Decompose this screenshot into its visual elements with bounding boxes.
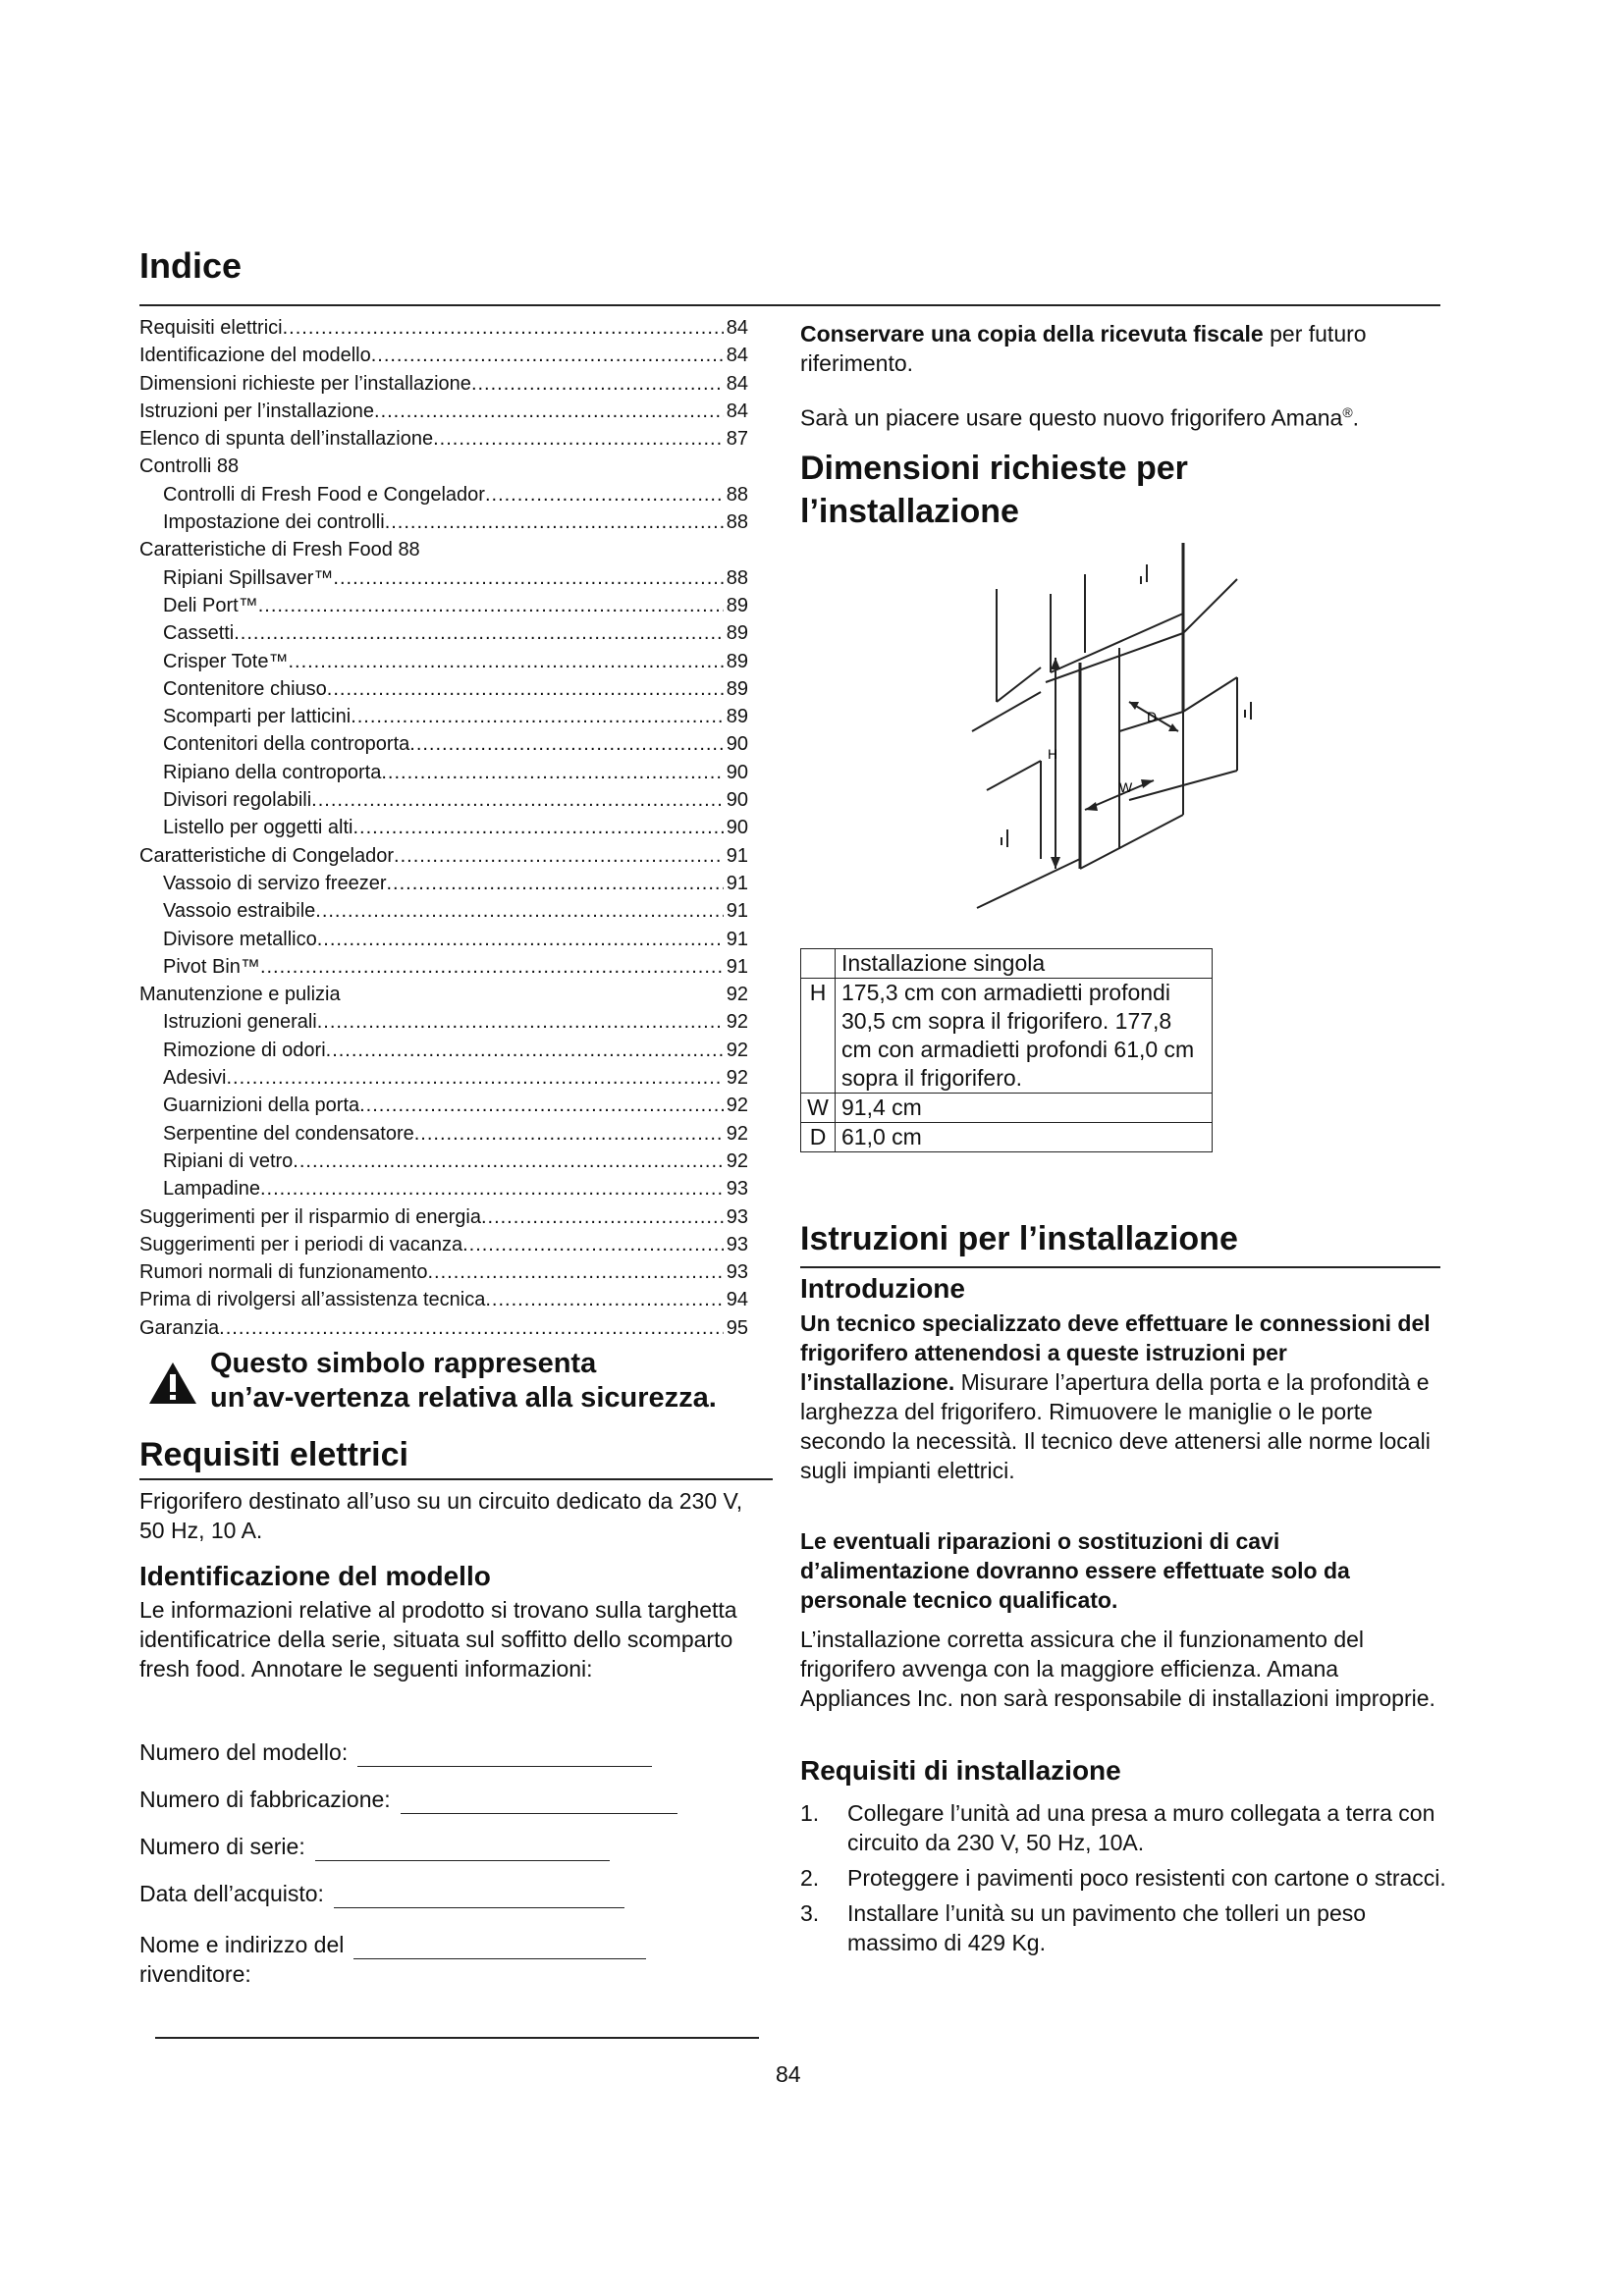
- toc-entry: [139, 953, 748, 981]
- toc-entry: [139, 786, 748, 814]
- toc-leader-dots: [462, 1231, 724, 1258]
- toc-entry-page: 92: [726, 1039, 748, 1061]
- toc-entry-page: 93: [726, 1178, 748, 1201]
- toc-entry-page: 89: [726, 650, 748, 672]
- toc-entry-title: Caratteristiche di Congelador: [139, 844, 395, 867]
- pleasure-text-body: Sarà un piacere usare questo nuovo frigorifero Amana: [800, 404, 1343, 431]
- toc-entry-title: Deli Port™: [163, 594, 258, 616]
- toc-leader-dots: [341, 981, 724, 1008]
- toc-entry-page: 95: [726, 1316, 748, 1339]
- correct-installation-text: L’installazione corretta assicura che il funzionamento del frigorifero avvenga con la maggiore efficienza. Amana Appliances Inc. non sarà responsabile di installazioni improprie.: [800, 1627, 1435, 1711]
- toc-entry-title: Prima di rivolgersi all’assistenza tecnica: [139, 1289, 486, 1311]
- table-row: [801, 1094, 1213, 1123]
- warning-line-2: un’av-vertenza relativa alla sicurezza.: [210, 1382, 717, 1414]
- toc-entry-page: 92: [726, 1122, 748, 1145]
- warning-triangle-icon: [147, 1361, 198, 1406]
- toc-leader-dots: [381, 759, 723, 786]
- toc-entry-title: Lampadine: [163, 1178, 260, 1201]
- toc-entry-page: 88: [726, 483, 748, 506]
- toc-entry: [139, 926, 748, 953]
- step-text: Collegare l’unità ad una presa a muro collegata a terra con circuito da 230 V, 50 Hz, 10A.: [847, 1800, 1435, 1855]
- list-item: [800, 1798, 1448, 1857]
- serial-number-line[interactable]: [315, 1839, 610, 1861]
- requirements-title: Requisiti di installazione: [800, 1755, 1121, 1786]
- toc-leader-dots: [359, 1092, 724, 1119]
- toc-entry-page: 84: [726, 345, 748, 367]
- toc-entry-page: 91: [726, 872, 748, 894]
- electrical-divider: [139, 1478, 773, 1480]
- toc-leader-dots: [260, 1175, 724, 1202]
- receipt-bold: Conservare una copia della ricevuta fiscale: [800, 321, 1264, 347]
- toc-entry-page: 91: [726, 844, 748, 867]
- pleasure-period: .: [1352, 404, 1360, 431]
- toc-entry-title: Scomparti per latticini: [163, 706, 352, 728]
- toc-leader-dots: [327, 675, 724, 703]
- serial-number-field[interactable]: [139, 1832, 610, 1861]
- toc-entry-title: Garanzia: [139, 1316, 220, 1339]
- toc-entry-title: Vassoio estraibile: [163, 900, 316, 923]
- toc-entry-page: 93: [726, 1261, 748, 1284]
- toc-entry: [139, 648, 748, 675]
- toc-leader-dots: [409, 730, 723, 758]
- toc-entry: [139, 425, 748, 453]
- table-of-contents: [139, 314, 748, 1342]
- toc-leader-dots: [352, 814, 723, 841]
- manufacturing-number-line[interactable]: [401, 1791, 677, 1814]
- toc-entry-title: Istruzioni generali: [163, 1011, 317, 1034]
- toc-leader-dots: [387, 870, 724, 897]
- purchase-date-label: Data dell’acquisto:: [139, 1881, 324, 1906]
- toc-entry-page: 89: [726, 594, 748, 616]
- table-value: 61,0 cm: [836, 1123, 1213, 1152]
- toc-entry: [139, 842, 748, 870]
- toc-entry-title: Adesivi: [163, 1067, 227, 1090]
- toc-entry-page: 89: [726, 677, 748, 700]
- toc-entry: [139, 536, 748, 563]
- model-id-text: Le informazioni relative al prodotto si trovano sulla targhetta identificatrice della serie, situata sul soffitto dello scomparto fresh food. Annotare le seguenti informazioni:: [139, 1597, 737, 1682]
- toc-entry-title: Dimensioni richieste per l’installazione: [139, 372, 471, 395]
- toc-entry: [139, 703, 748, 730]
- registered-mark: ®: [1342, 404, 1353, 420]
- toc-entry: [139, 453, 748, 480]
- table-row: [801, 1123, 1213, 1152]
- toc-leader-dots: [234, 619, 724, 647]
- toc-leader-dots: [258, 592, 724, 619]
- toc-entry-page: 92: [726, 1011, 748, 1034]
- table-header-empty: [801, 949, 836, 979]
- dimensions-title-line1: Dimensioni richieste per: [800, 450, 1188, 487]
- intro-rest: Misurare l’apertura della porta e la profondità e larghezza del frigorifero. Rimuovere le maniglie o le porte secondo la necessità. Il tecnico deve attenersi alle norme locali sugli impianti elettrici.: [800, 1369, 1431, 1483]
- model-number-field[interactable]: [139, 1737, 652, 1767]
- toc-leader-dots: [394, 842, 724, 870]
- dealer-field[interactable]: [139, 1930, 646, 1959]
- safety-warning: [147, 1347, 776, 1415]
- intro-text: [800, 1308, 1438, 1485]
- toc-entry-page: 90: [726, 761, 748, 783]
- table-header: Installazione singola: [836, 949, 1213, 979]
- toc-entry-title: Identificazione del modello: [139, 345, 371, 367]
- list-item: [800, 1898, 1448, 1957]
- toc-entry-page: 92: [726, 1149, 748, 1172]
- toc-leader-dots: [288, 648, 723, 675]
- toc-entry-title: Crisper Tote™: [163, 650, 289, 672]
- electrical-title: Requisiti elettrici: [139, 1436, 408, 1473]
- dealer-label-line1: Nome e indirizzo del: [139, 1932, 345, 1957]
- list-item: [800, 1863, 1448, 1893]
- toc-leader-dots: [315, 897, 723, 925]
- dimensions-table: [800, 948, 1213, 1152]
- manufacturing-number-label: Numero di fabbricazione:: [139, 1787, 391, 1812]
- toc-entry-title: Pivot Bin™: [163, 955, 260, 978]
- toc-entry-title: Rimozione di odori: [163, 1039, 326, 1061]
- toc-leader-dots: [414, 1120, 724, 1148]
- toc-entry: [139, 814, 748, 841]
- toc-leader-dots: [351, 703, 724, 730]
- toc-entry-title: Ripiano della controporta: [163, 761, 382, 783]
- toc-entry: [139, 1175, 748, 1202]
- toc-leader-dots: [420, 536, 745, 563]
- toc-entry-title: Istruzioni per l’installazione: [139, 400, 375, 422]
- installation-steps: [800, 1798, 1448, 1963]
- toc-entry-page: 93: [726, 1233, 748, 1255]
- table-key: D: [801, 1123, 836, 1152]
- toc-entry-title: Controlli 88: [139, 455, 240, 478]
- toc-entry-page: 91: [726, 928, 748, 950]
- toc-entry-title: Requisiti elettrici: [139, 317, 283, 339]
- toc-entry-page: 84: [726, 372, 748, 395]
- toc-entry: [139, 1258, 748, 1286]
- table-value: 175,3 cm con armadietti profondi 30,5 cm sopra il frigorifero. 177,8 cm con armadietti profondi 61,0 cm sopra il frigorifero.: [836, 979, 1213, 1094]
- dealer-label-line2: rivenditore:: [139, 1961, 251, 1987]
- installation-title: Istruzioni per l’installazione: [800, 1220, 1238, 1257]
- purchase-date-line[interactable]: [334, 1886, 624, 1908]
- toc-leader-dots: [317, 1008, 724, 1036]
- toc-leader-dots: [385, 508, 724, 536]
- toc-entry-title: Cassetti: [163, 622, 235, 645]
- toc-entry-page: 91: [726, 900, 748, 923]
- toc-entry-page: 90: [726, 733, 748, 756]
- page-number: 84: [776, 2061, 801, 2087]
- toc-entry-title: Suggerimenti per il risparmio di energia: [139, 1205, 481, 1228]
- toc-leader-dots: [226, 1064, 723, 1092]
- pleasure-text: [800, 398, 1448, 433]
- toc-leader-dots: [293, 1148, 723, 1175]
- step-number: 1.: [800, 1800, 820, 1826]
- model-id-title: Identificazione del modello: [139, 1561, 491, 1591]
- toc-entry-page: 92: [726, 1095, 748, 1117]
- toc-entry-title: Impostazione dei controlli: [163, 511, 385, 534]
- toc-entry: [139, 508, 748, 536]
- toc-entry-page: 94: [726, 1289, 748, 1311]
- toc-entry: [139, 730, 748, 758]
- page-title: Indice: [139, 245, 243, 286]
- toc-entry-title: Suggerimenti per i periodi di vacanza: [139, 1233, 463, 1255]
- dimensions-title-line2: l’installazione: [800, 493, 1019, 530]
- toc-entry: [139, 1037, 748, 1064]
- toc-entry: [139, 675, 748, 703]
- toc-leader-dots: [239, 453, 745, 480]
- toc-entry-page: 89: [726, 622, 748, 645]
- manufacturing-number-field[interactable]: [139, 1785, 677, 1814]
- cables-warning: Le eventuali riparazioni o sostituzioni di cavi d’alimentazione dovranno essere effettuate solo da personale tecnico qualificato.: [800, 1528, 1350, 1613]
- toc-leader-dots: [371, 342, 724, 369]
- table-value: 91,4 cm: [836, 1094, 1213, 1123]
- toc-entry-page: 89: [726, 706, 748, 728]
- toc-entry-page: 88: [726, 511, 748, 534]
- toc-entry-title: Ripiani di vetro: [163, 1149, 294, 1172]
- toc-entry: [139, 870, 748, 897]
- diagram-label-w: W: [1119, 779, 1133, 795]
- toc-entry-page: 90: [726, 789, 748, 812]
- table-key: H: [801, 979, 836, 1094]
- toc-entry-title: Elenco di spunta dell’installazione: [139, 428, 434, 451]
- toc-entry: [139, 1231, 748, 1258]
- toc-entry: [139, 342, 748, 369]
- toc-entry-page: 87: [726, 428, 748, 451]
- receipt-text: [800, 319, 1438, 378]
- toc-entry: [139, 981, 748, 1008]
- toc-entry-page: 92: [726, 984, 748, 1006]
- intro-bold: Un tecnico specializzato deve effettuare le connessioni del frigorifero attenendosi a queste istruzioni per l’installazione.: [800, 1310, 1431, 1395]
- model-number-label: Numero del modello:: [139, 1739, 349, 1765]
- toc-entry-title: Manutenzione e pulizia: [139, 984, 341, 1006]
- installation-diagram: [943, 535, 1276, 918]
- toc-entry: [139, 370, 748, 398]
- model-number-line[interactable]: [357, 1744, 652, 1767]
- toc-entry: [139, 897, 748, 925]
- toc-leader-dots: [326, 1037, 724, 1064]
- purchase-date-field[interactable]: [139, 1879, 624, 1908]
- toc-entry: [139, 398, 748, 425]
- toc-entry-title: Vassoio di servizo freezer: [163, 872, 387, 894]
- dealer-line[interactable]: [353, 1937, 646, 1959]
- table-key: W: [801, 1094, 836, 1123]
- toc-entry: [139, 1008, 748, 1036]
- toc-entry-title: Contenitori della controporta: [163, 733, 410, 756]
- toc-leader-dots: [311, 786, 724, 814]
- toc-leader-dots: [433, 425, 724, 453]
- toc-leader-dots: [485, 1286, 723, 1313]
- receipt-rest: per futuro riferimento.: [800, 321, 1367, 376]
- toc-entry: [139, 1120, 748, 1148]
- toc-entry-title: Serpentine del condensatore: [163, 1122, 414, 1145]
- toc-leader-dots: [283, 314, 724, 342]
- toc-entry-title: Divisori regolabili: [163, 789, 312, 812]
- toc-leader-dots: [485, 481, 724, 508]
- toc-leader-dots: [260, 953, 724, 981]
- step-text: Installare l’unità su un pavimento che tolleri un peso massimo di 429 Kg.: [847, 1900, 1367, 1955]
- diagram-label-h: H: [1048, 746, 1058, 762]
- electrical-text: Frigorifero destinato all’uso su un circuito dedicato da 230 V, 50 Hz, 10 A.: [139, 1488, 743, 1543]
- toc-entry: [139, 759, 748, 786]
- toc-entry: [139, 1314, 748, 1342]
- warning-line-1: Questo simbolo rappresenta: [210, 1348, 597, 1379]
- toc-leader-dots: [374, 398, 724, 425]
- toc-entry-page: [745, 536, 748, 563]
- toc-leader-dots: [481, 1203, 724, 1231]
- toc-entry-page: 90: [726, 817, 748, 839]
- toc-leader-dots: [219, 1314, 724, 1342]
- toc-entry-page: 91: [726, 955, 748, 978]
- toc-entry-page: 84: [726, 400, 748, 422]
- table-row: [801, 979, 1213, 1094]
- toc-entry: [139, 1148, 748, 1175]
- toc-entry-title: Ripiani Spillsaver™: [163, 566, 334, 589]
- toc-entry-page: 93: [726, 1205, 748, 1228]
- toc-entry: [139, 1092, 748, 1119]
- toc-entry: [139, 1203, 748, 1231]
- intro-title: Introduzione: [800, 1273, 965, 1304]
- toc-entry-page: 88: [726, 566, 748, 589]
- toc-entry-title: Caratteristiche di Fresh Food 88: [139, 539, 420, 561]
- toc-entry: [139, 564, 748, 592]
- diagram-label-d: D: [1147, 709, 1158, 724]
- toc-entry-title: Divisore metallico: [163, 928, 317, 950]
- dealer-address-line[interactable]: [155, 2037, 759, 2039]
- step-number: 2.: [800, 1865, 820, 1891]
- toc-leader-dots: [317, 926, 724, 953]
- toc-entry: [139, 481, 748, 508]
- toc-entry-page: 92: [726, 1067, 748, 1090]
- toc-entry-title: Controlli di Fresh Food e Congelador: [163, 483, 485, 506]
- toc-leader-dots: [427, 1258, 723, 1286]
- toc-entry-title: Listello per oggetti alti: [163, 817, 353, 839]
- toc-entry-page: 84: [726, 317, 748, 339]
- toc-entry: [139, 314, 748, 342]
- toc-leader-dots: [333, 564, 723, 592]
- toc-entry-title: Contenitore chiuso: [163, 677, 327, 700]
- toc-entry-title: Rumori normali di funzionamento: [139, 1261, 428, 1284]
- step-number: 3.: [800, 1900, 820, 1926]
- step-text: Proteggere i pavimenti poco resistenti con cartone o stracci.: [847, 1865, 1446, 1891]
- toc-entry-title: Guarnizioni della porta: [163, 1095, 360, 1117]
- serial-number-label: Numero di serie:: [139, 1834, 305, 1859]
- toc-entry: [139, 1286, 748, 1313]
- title-divider: [139, 304, 1440, 306]
- toc-entry-page: [745, 453, 748, 480]
- installation-divider: [800, 1266, 1440, 1268]
- toc-entry: [139, 592, 748, 619]
- table-row: [801, 949, 1213, 979]
- toc-entry: [139, 1064, 748, 1092]
- dimensions-title: [800, 447, 1188, 533]
- toc-entry: [139, 619, 748, 647]
- toc-leader-dots: [471, 370, 724, 398]
